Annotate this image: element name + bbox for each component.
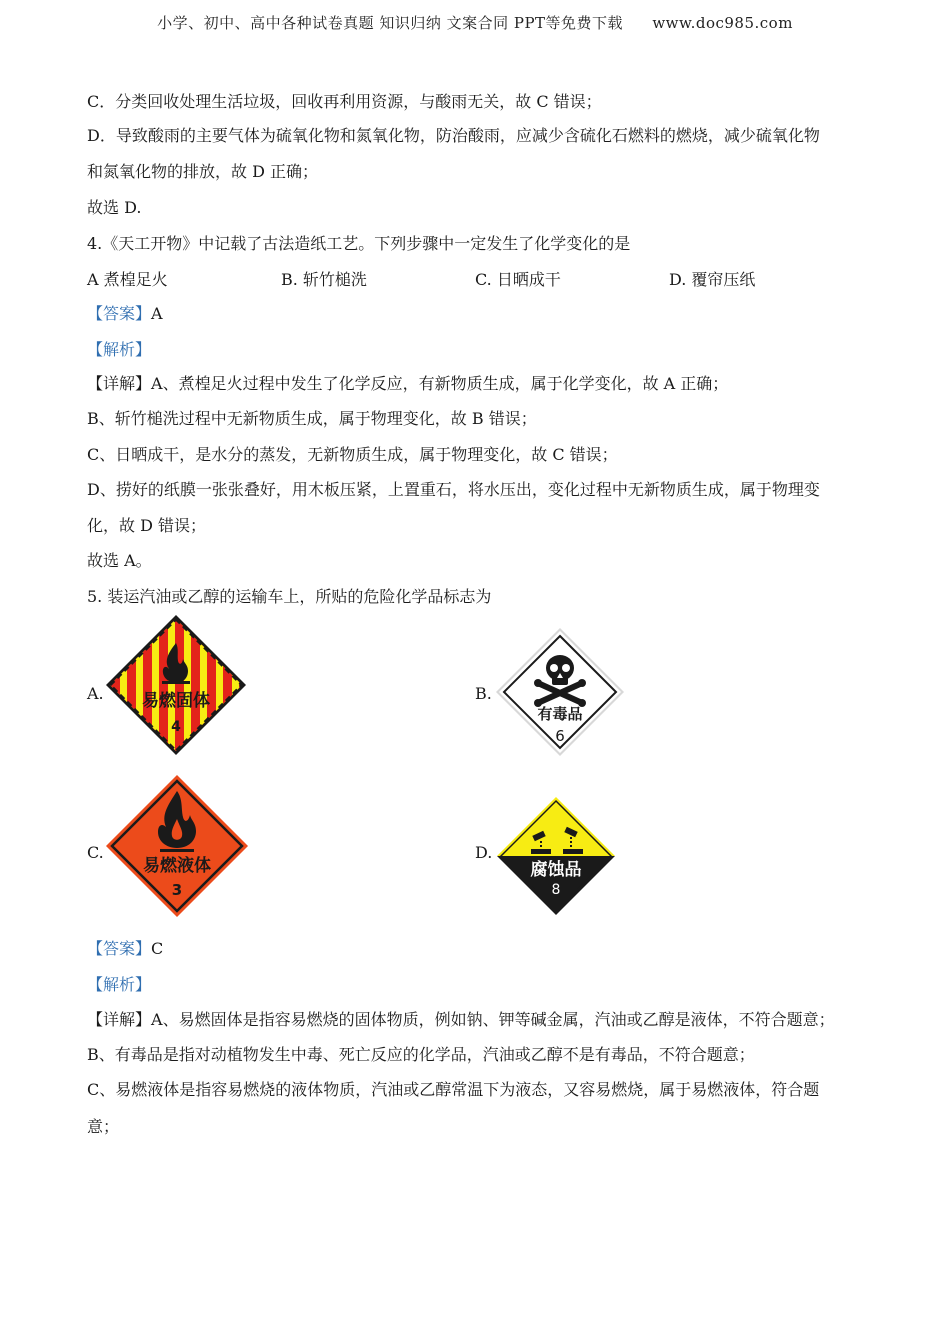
prev-explanation-d-line2: 和氮氧化物的排放，故 D 正确； bbox=[87, 162, 319, 181]
q5-option-a-label: A. bbox=[87, 684, 104, 703]
q5-detail-c-line1: C、易燃液体是指容易燃烧的液体物质，汽油或乙醇常温下为液态，又容易燃烧，属于易燃液体，符合题 bbox=[87, 1080, 820, 1099]
q4-detail-b: B、斩竹槌洗过程中无新物质生成，属于物理变化，故 B 错误； bbox=[87, 409, 537, 428]
answer-tag: 【答案】 bbox=[87, 939, 152, 958]
detail-tag: 【详解】 bbox=[87, 1010, 152, 1029]
header-url[interactable]: www.doc985.com bbox=[652, 14, 793, 32]
q4-option-b: B. 斩竹槌洗 bbox=[281, 270, 367, 289]
q4-detail-d-line2: 化，故 D 错误； bbox=[87, 516, 207, 535]
q5-option-b-class-number: 6 bbox=[555, 727, 565, 745]
q5-option-c-class-number: 3 bbox=[171, 881, 183, 899]
q4-option-c: C. 日晒成干 bbox=[475, 270, 561, 289]
q5-option-d-class-number: 8 bbox=[551, 882, 561, 898]
q5-option-c-sign-text: 易燃液体 bbox=[143, 856, 211, 876]
prev-explanation-d-line1: D．导致酸雨的主要气体为硫氧化物和氮氧化物，防治酸雨，应减少含硫化石燃料的燃烧，减少硫氧化物 bbox=[87, 126, 820, 145]
q5-detail-b: B、有毒品是指对动植物发生中毒、死亡反应的化学品，汽油或乙醇不是有毒品，不符合题意； bbox=[87, 1045, 755, 1064]
q5-option-c-sign bbox=[106, 775, 248, 917]
q5-analysis-tag: 【解析】 bbox=[87, 975, 152, 994]
header-text: 小学、初中、高中各种试卷真题 知识归纳 文案合同 PPT等免费下载 bbox=[157, 14, 624, 32]
q5-option-b-label: B. bbox=[475, 684, 492, 703]
q4-detail-d-line1: D、捞好的纸膜一张张叠好，用木板压紧，上置重石，将水压出，变化过程中无新物质生成，属于物理变 bbox=[87, 480, 820, 499]
q4-detail-a bbox=[87, 374, 728, 394]
q5-answer bbox=[87, 939, 163, 959]
q4-conclusion: 故选 A。 bbox=[87, 551, 152, 570]
q5-option-a-class-number: 4 bbox=[171, 719, 181, 735]
prev-conclusion: 故选 D. bbox=[87, 198, 142, 217]
q5-detail-a bbox=[87, 1010, 835, 1030]
q5-option-d-sign bbox=[497, 797, 615, 915]
q5-option-a-sign-text: 易燃固体 bbox=[142, 691, 210, 711]
q5-option-d-label: D. bbox=[475, 843, 493, 862]
q4-option-d: D. 覆帘压纸 bbox=[669, 270, 756, 289]
q5-stem: 5. 装运汽油或乙醇的运输车上，所贴的危险化学品标志为 bbox=[87, 587, 492, 606]
q5-option-a-sign bbox=[106, 615, 246, 755]
prev-explanation-c: C．分类回收处理生活垃圾，回收再利用资源，与酸雨无关，故 C 错误； bbox=[87, 92, 602, 111]
answer-tag: 【答案】 bbox=[87, 304, 152, 323]
q4-option-a: A 煮楻足火 bbox=[87, 270, 168, 289]
q4-detail-a-text: A、煮楻足火过程中发生了化学反应，有新物质生成，属于化学变化，故 A 正确； bbox=[151, 374, 729, 393]
q4-answer bbox=[87, 304, 163, 324]
q4-answer-value: A bbox=[151, 304, 163, 323]
q4-detail-c: C、日晒成干，是水分的蒸发，无新物质生成，属于物理变化，故 C 错误； bbox=[87, 445, 618, 464]
q5-detail-c-line2: 意； bbox=[87, 1117, 120, 1136]
q4-stem: 4.《天工开物》中记载了古法造纸工艺。下列步骤中一定发生了化学变化的是 bbox=[87, 234, 631, 253]
toxic-skull-diamond-icon bbox=[496, 628, 624, 756]
q5-option-c-label: C. bbox=[87, 843, 104, 862]
q5-option-b-sign bbox=[496, 628, 624, 756]
corrosive-diamond-icon bbox=[497, 797, 615, 915]
q4-analysis-tag: 【解析】 bbox=[87, 340, 152, 359]
q5-option-b-sign-text: 有毒品 bbox=[537, 705, 583, 723]
flammable-liquid-diamond-icon bbox=[106, 775, 248, 917]
flammable-solid-diamond-icon bbox=[106, 615, 246, 755]
detail-tag: 【详解】 bbox=[87, 374, 152, 393]
page-header bbox=[0, 12, 950, 33]
q5-option-d-sign-text: 腐蚀品 bbox=[530, 860, 582, 880]
q5-answer-value: C bbox=[151, 939, 164, 958]
q5-detail-a-text: A、易燃固体是指容易燃烧的固体物质，例如钠、钾等碱金属，汽油或乙醇是液体，不符合题意； bbox=[151, 1010, 835, 1029]
